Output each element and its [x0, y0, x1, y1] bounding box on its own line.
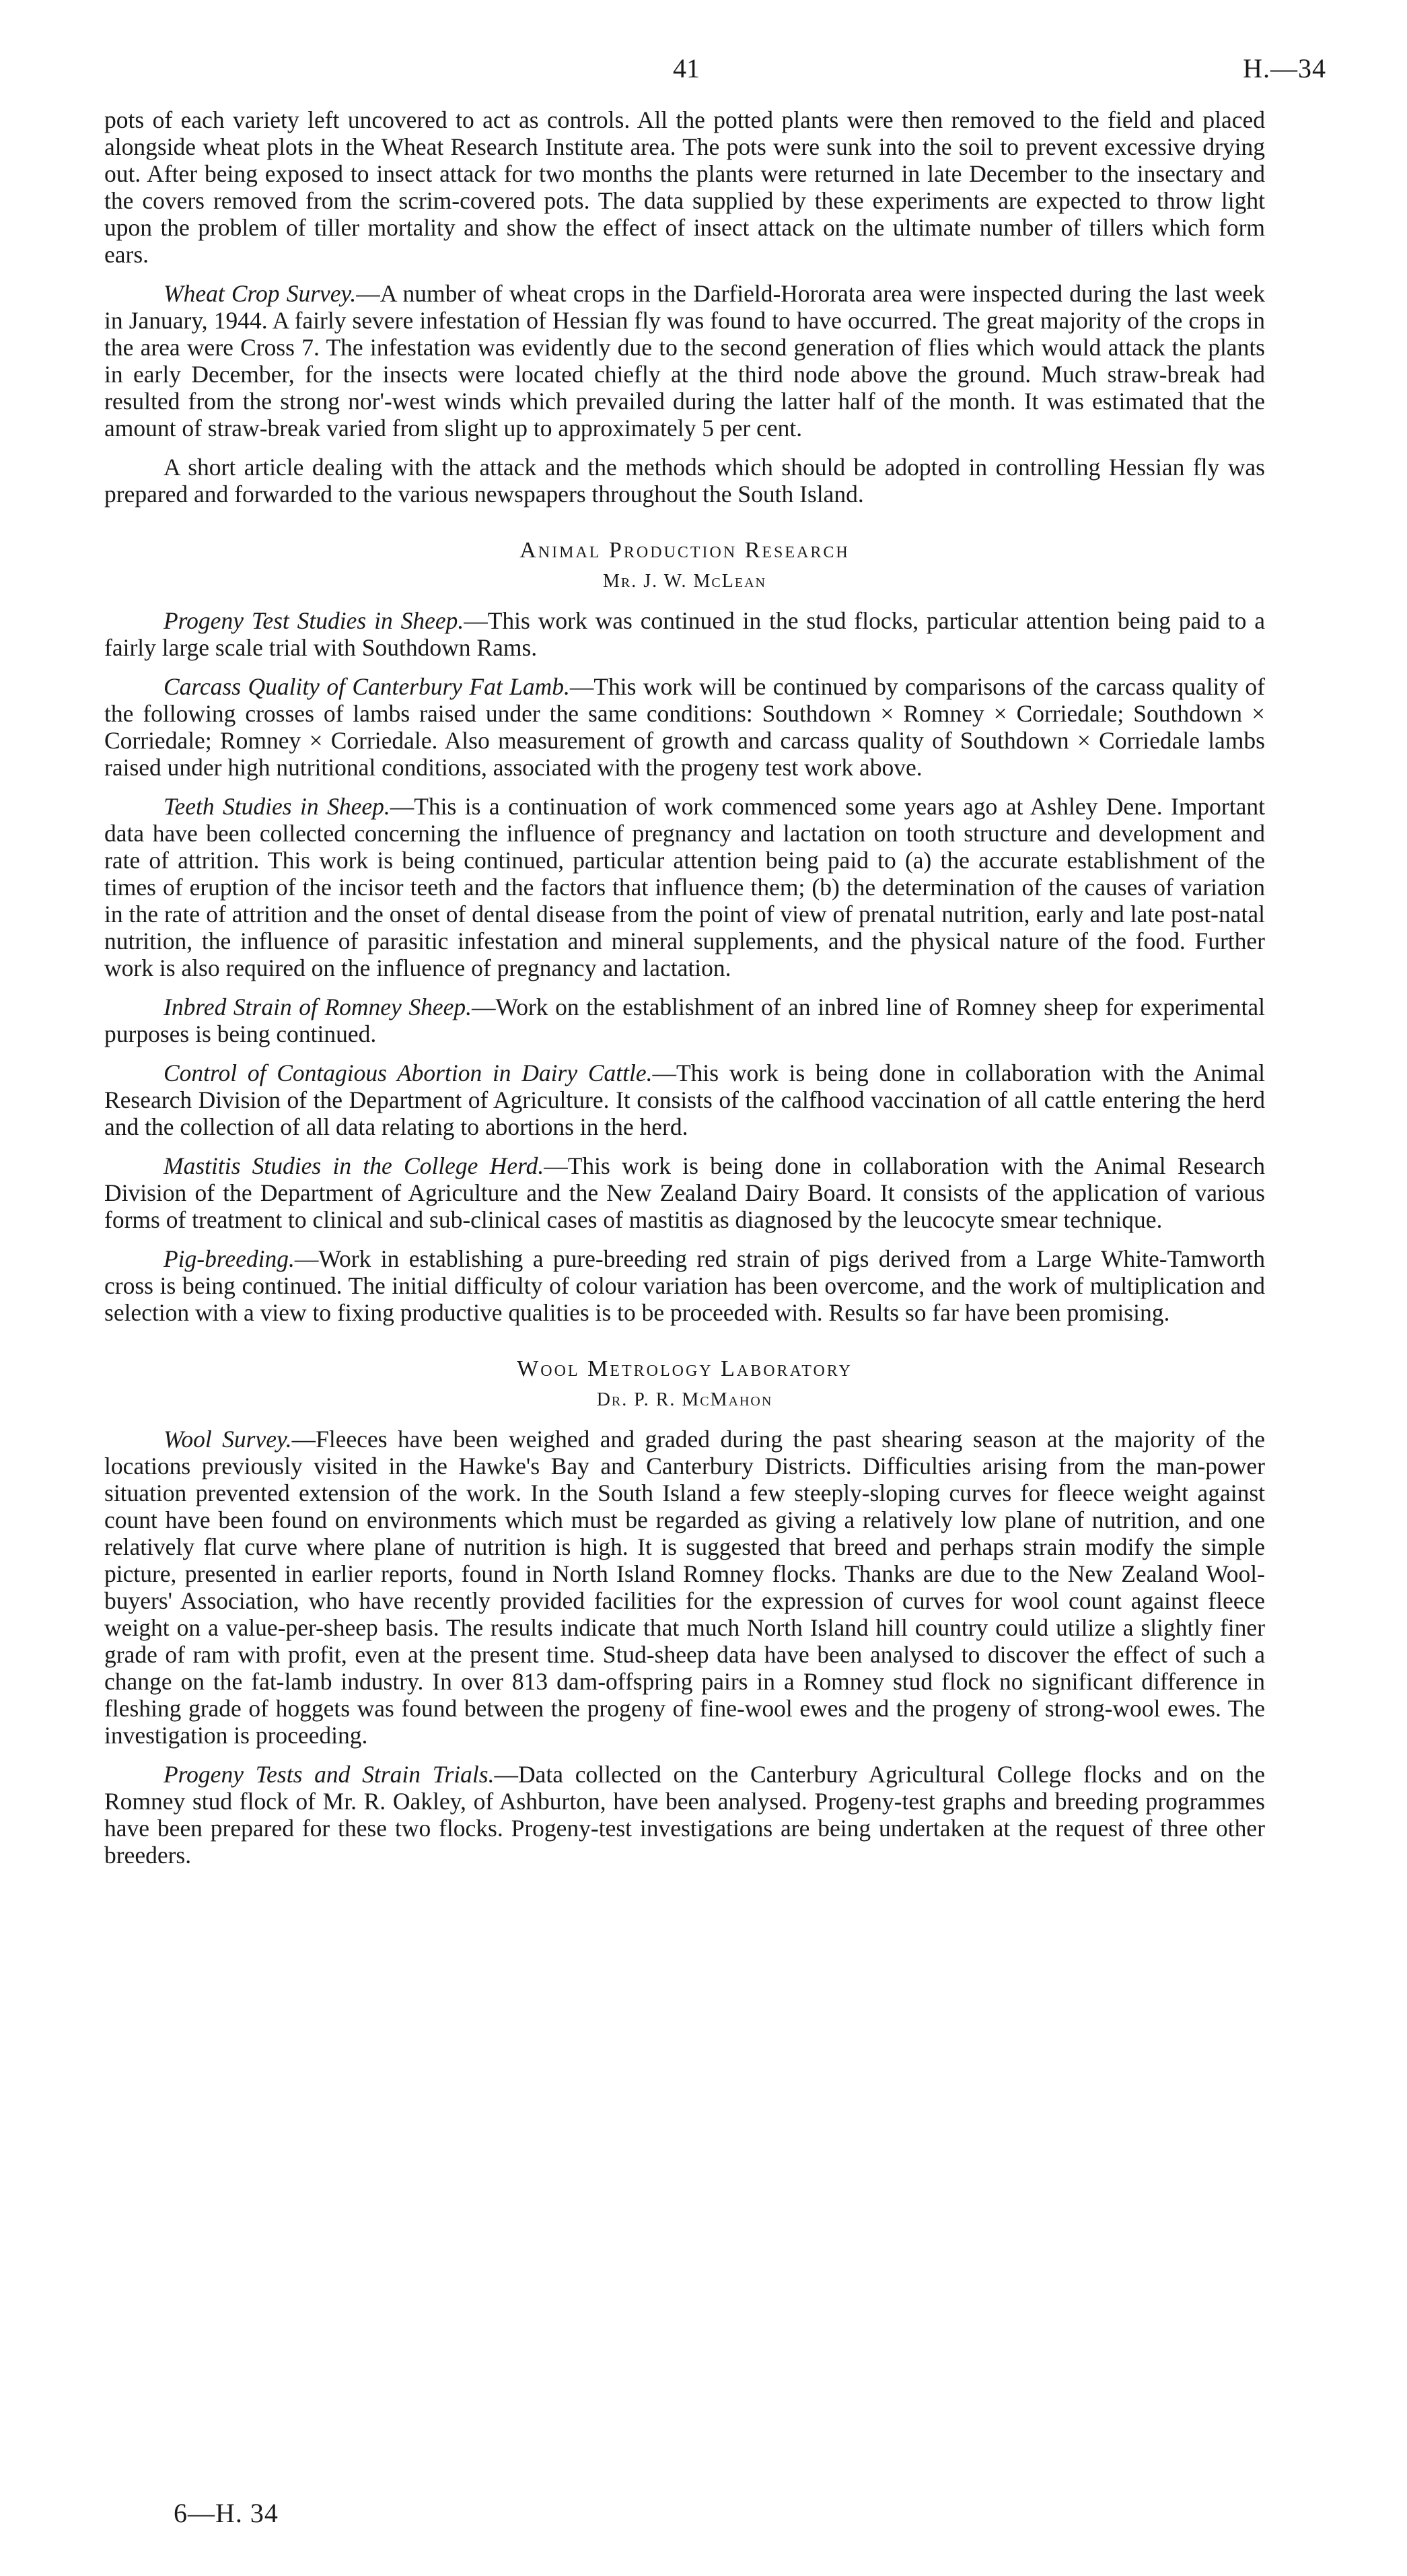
wheat-crop-survey-text: —A number of wheat crops in the Darfield-Hororata area were inspected during the last week in January, 1944. A fairly severe infestation of Hessian fly was found to have occurred. The great majority of the crops in the area were Cross 7. The infestation was evidently due to the second generation of flies which would attack the plants in early December, for the insects were located chiefly at the third node above the ground. Much straw-break had resulted from the strong nor'-west winds which prevailed during the latter half of the month. It was estimated that the amount of straw-break varied from slight up to approximately 5 per cent. [104, 280, 1265, 442]
animal-section-title: Animal Production Research [519, 538, 850, 563]
contagious-abortion-paragraph [104, 1059, 1265, 1140]
contagious-abortion-text: —This work is being done in collaboration with the Animal Research Division of the Department of Agriculture. It consists of the calfhood vaccination of all cattle entering the herd and the collection of all data relating to abortions in the herd. [104, 1059, 1266, 1140]
mastitis-studies-paragraph [104, 1152, 1265, 1233]
document-reference: H.—34 [1243, 53, 1326, 83]
progeny-tests-strain-trials-text: —Data collected on the Canterbury Agricultural College flocks and on the Romney stud flock of Mr. R. Oakley, of Ashburton, have been analysed. Progeny-test graphs and breeding programmes have been prepared for these two flocks. Progeny-test investigations are being undertaken at the request of three other breeders. [104, 1761, 1265, 1869]
progeny-tests-strain-trials-heading: Progeny Tests and Strain Trials. [164, 1761, 495, 1788]
teeth-studies-paragraph [104, 793, 1265, 981]
wool-section-title: Wool Metrology Laboratory [517, 1356, 853, 1381]
intro-paragraph: pots of each variety left uncovered to act as controls. All the potted plants were then removed to the field and placed alongside wheat plots in the Wheat Research Institute area. The pots were sunk into the soil to prevent excessive drying out. After being exposed to insect attack for two months the plants were returned in late December to the insectary and the covers removed from the scrim-covered pots. The data supplied by these experiments are expected to throw light upon the problem of tiller mortality and show the effect of insect attack on the ultimate number of tillers which form ears. [104, 106, 1265, 268]
inbred-strain-paragraph [104, 994, 1265, 1047]
progeny-test-paragraph [104, 607, 1265, 661]
inbred-strain-heading: Inbred Strain of Romney Sheep. [164, 994, 472, 1020]
pig-breeding-paragraph [104, 1245, 1265, 1326]
mastitis-studies-text: —This work is being done in collaboration with the Animal Research Division of the Department of Agriculture and the New Zealand Dairy Board. It consists of the application of various forms of treatment to clinical and sub-clinical cases of mastitis as diagnosed by the leucocyte smear technique. [104, 1152, 1265, 1233]
wool-survey-text: —Fleeces have been weighed and graded during the past shearing season at the majority of the locations previously visited in the Hawke's Bay and Canterbury Districts. Difficulties arising from the man-power situation prevented extension of the work. In the South Island a few steeply-sloping curves for fleece weight against count have been found on environments which must be regarded as giving a relatively low plane of nutrition, and one relatively flat curve where plane of nutrition is high. It is suggested that breed and perhaps strain modify the simple picture, presented in earlier reports, found in North Island Romney flocks. Thanks are due to the New Zealand Wool-buyers' Association, who have recently provided facilities for the expression of curves for wool count against fleece weight on a value-per-sheep basis. The results indicate that much North Island hill country could utilize a slightly finer grade of ram with profit, even at the present time. Stud-sheep data have been analysed to discover the effect of such a change on the fat-lamb industry. In over 813 dam-offspring pairs in a Romney stud flock no significant difference in fleshing grade of hoggets was found between the progeny of fine-wool ewes and the progeny of strong-wool ewes. The investigation is proceeding. [104, 1426, 1265, 1749]
contagious-abortion-heading: Control of Contagious Abortion in Dairy Cattle. [164, 1059, 653, 1086]
pig-breeding-heading: Pig-breeding. [164, 1245, 295, 1272]
progeny-test-text: —This work was continued in the stud flocks, particular attention being paid to a fairly large scale trial with Southdown Rams. [104, 607, 1266, 661]
wool-survey-heading: Wool Survey. [164, 1426, 292, 1453]
carcass-quality-text: —This work will be continued by comparisons of the carcass quality of the following crosses of lambs raised under the same conditions: Southdown × Romney × Corriedale; Southdown × Corriedale; Romney × Corriedale. Also measurement of growth and carcass quality of Southdown × Corriedale lambs raised under high nutritional conditions, associated with the progeny test work above. [104, 673, 1265, 781]
hessian-fly-article-paragraph: A short article dealing with the attack and the methods which should be adopted in controlling Hessian fly was prepared and forwarded to the various newspapers throughout the South Island. [104, 454, 1265, 508]
page-body [104, 106, 1265, 1881]
teeth-studies-text: —This is a continuation of work commenced some years ago at Ashley Dene. Important data have been collected concerning the influence of pregnancy and lactation on tooth structure and development and rate of attrition. This work is being continued, particular attention being paid to (a) the accurate establishment of the times of eruption of the incisor teeth and the factors that influence them; (b) the determination of the causes of variation in the rate of attrition and the onset of dental disease from the point of view of prenatal nutrition, early and late post-natal nutrition, the influence of parasitic infestation and mineral supplements, and the physical nature of the food. Further work is also required on the influence of pregnancy and lactation. [104, 793, 1265, 981]
carcass-quality-heading: Carcass Quality of Canterbury Fat Lamb. [164, 673, 570, 700]
wheat-crop-survey-paragraph [104, 280, 1265, 442]
pig-breeding-text: —Work in establishing a pure-breeding red strain of pigs derived from a Large White-Tamworth cross is being continued. The initial difficulty of colour variation has been overcome, and the work of multiplication and selection with a view to fixing productive qualities is to be proceeded with. Results so far have been promising. [104, 1245, 1265, 1326]
inbred-strain-text: —Work on the establishment of an inbred line of Romney sheep for experimental purposes is being continued. [104, 994, 1265, 1047]
animal-section-author: Mr. J. W. McLean [603, 571, 766, 592]
carcass-quality-paragraph [104, 673, 1265, 781]
wheat-crop-survey-heading: Wheat Crop Survey. [164, 280, 357, 307]
wool-survey-paragraph [104, 1426, 1265, 1749]
wool-section-author: Dr. P. R. McMahon [596, 1389, 773, 1410]
footer-signature: 6—H. 34 [174, 2498, 279, 2528]
teeth-studies-heading: Teeth Studies in Sheep. [164, 793, 390, 820]
progeny-test-heading: Progeny Test Studies in Sheep. [164, 607, 464, 634]
page-number: 41 [673, 53, 700, 83]
mastitis-studies-heading: Mastitis Studies in the College Herd. [164, 1152, 544, 1179]
progeny-tests-strain-trials-paragraph [104, 1761, 1265, 1869]
